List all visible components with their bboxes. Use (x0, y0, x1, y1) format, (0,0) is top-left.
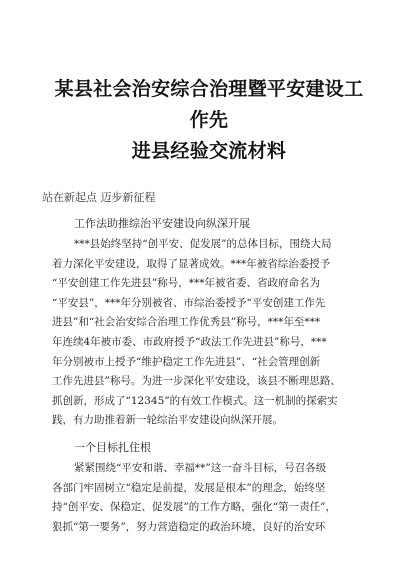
paragraph-line: 紧紧围绕“平安和谐、幸福**”这一奋斗目标，号召各级 (74, 461, 327, 474)
section-heading-2: 一个目标扎住根 (74, 440, 151, 454)
paragraph-line: 工作先进县”称号。为进一步深化平安建设，该县不断理思路、 (52, 375, 341, 388)
paragraph-line: ***县始终坚持“创平安、促发展”的总体目标，围绕大局 (74, 238, 332, 250)
paragraph-line: 抓创新，形成了“12345”的有效工作模式。这一机制的探索实 (52, 394, 338, 407)
paragraph-line: 狠抓“第一要务”，努力营造稳定的政治环境、良好的治安环 (52, 520, 326, 533)
paragraph-line: “平安创建工作先进县”称号，***年被省委、省政府命名为 (52, 277, 320, 290)
paragraph-line: 年分别被市上授予“维护稳定工作先进县”、“社会管理创新 (52, 355, 321, 368)
paragraph-line: “平安县”，***年分别被省、市综治委授予“平安创建工作先 (52, 296, 326, 309)
paragraph-line: 持“创平安、保稳定、促发展”的工作方略，强化“第一责任”， (52, 501, 336, 514)
paragraph-line: 进县”和“社会治安综合治理工作优秀县”称号，***年至*** (52, 316, 321, 329)
paragraph-line: 践，有力助推着新一轮综治平安建设向纵深开展。 (52, 414, 283, 427)
title-line-1: 某县社会治安综合治理暨平安建设工作先 (54, 78, 364, 131)
section-paragraph-1 (52, 235, 366, 431)
title-line-2: 进县经验交流材料 (131, 140, 287, 162)
section-paragraph-2 (52, 459, 366, 537)
paragraph-line: 年连续4年被市委、市政府授予“政法工作先进县”称号，*** (52, 335, 327, 348)
document-subtitle: 站在新起点 迈步新征程 (42, 191, 156, 204)
section-heading-1: 工作法助推综治平安建设向纵深开展 (74, 217, 250, 230)
document-title (52, 0, 366, 167)
paragraph-line: 各部门牢固树立“稳定是前提，发展是根本”的理念，始终坚 (52, 481, 326, 494)
paragraph-line: 着力深化平安建设，取得了显著成效。***年被省综治委授予 (52, 257, 331, 270)
